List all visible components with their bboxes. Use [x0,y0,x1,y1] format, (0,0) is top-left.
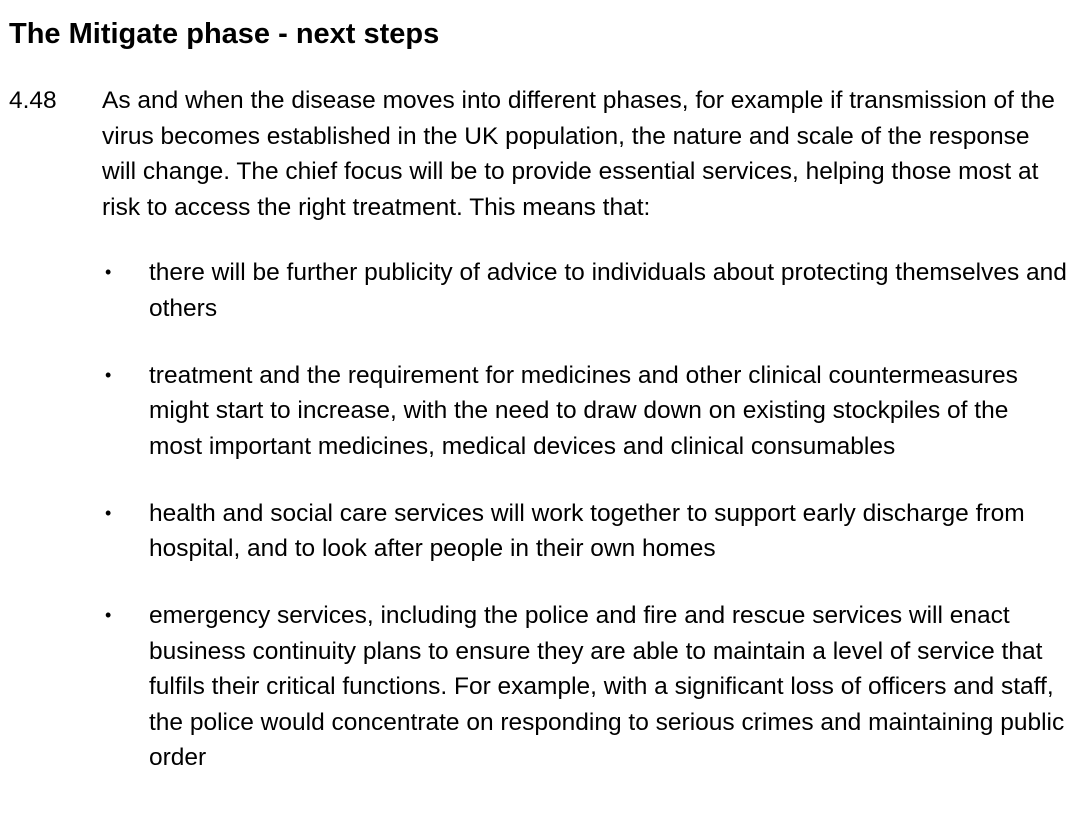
bullet-icon: • [105,605,112,625]
bullet-item-care-services [102,496,1067,567]
paragraph-number: 4.48 [9,87,57,114]
bullet-list [102,255,1067,776]
bullet-text: treatment and the requirement for medicines and other clinical countermeasures might start to increase, with the need to draw down on existing stockpiles of the most important medicines, medical devices and clinical consumables [149,361,1018,460]
bullet-item-emergency-services [102,598,1067,776]
bullet-icon: • [105,502,112,523]
bullet-icon: • [105,364,112,385]
bullet-item-publicity [102,255,1067,326]
paragraph-text: As and when the disease moves into different phases, for example if transmission of the virus becomes established in the UK population, the nature and scale of the response will change. The chief focus will be to provide essential services, helping those most at risk to access the right treatment. This means that: [102,87,1055,221]
section-heading: The Mitigate phase - next steps [9,18,440,50]
bullet-item-medicines [102,358,1067,465]
bullet-text: there will be further publicity of advice to individuals about protecting themselves and others [149,259,1067,322]
bullet-text: emergency services, including the police and fire and rescue services will enact business continuity plans to ensure they are able to maintain a level of service that fulfils their critical functions. For example, with a significant loss of officers and staff, the police would concentrate on responding to serious crimes and maintaining public order [149,602,1065,771]
bullet-text: health and social care services will work together to support early discharge from hospital, and to look after people in their own homes [149,499,1025,562]
bullet-icon: • [105,262,112,282]
